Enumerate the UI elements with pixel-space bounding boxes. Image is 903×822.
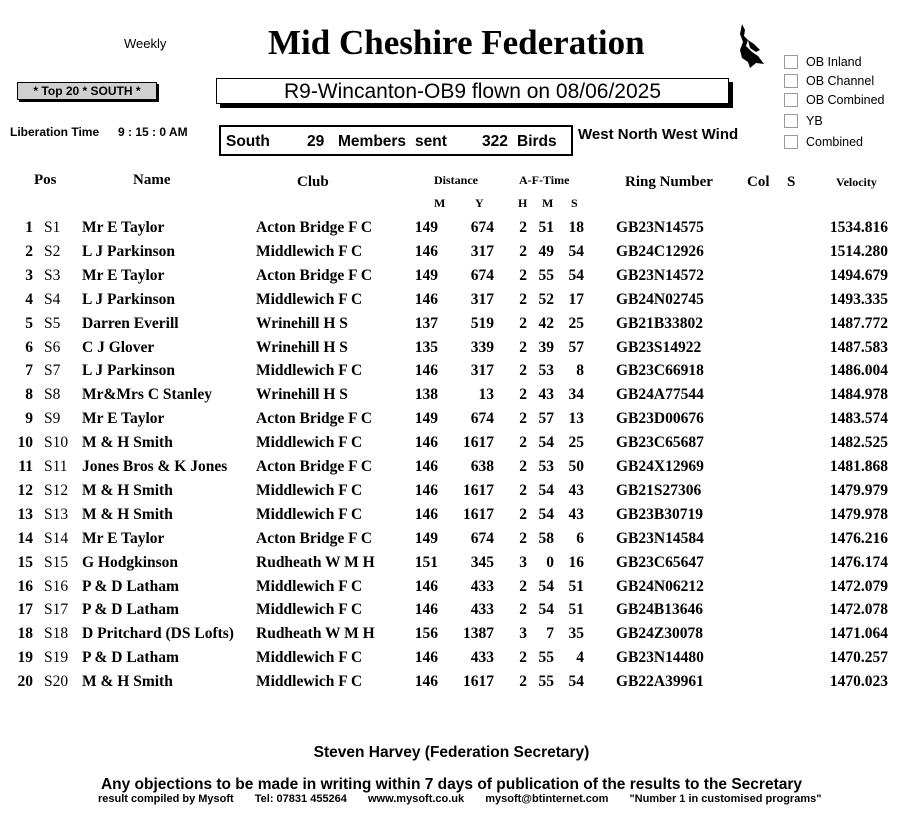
cell-club: Wrinehill H S — [256, 314, 348, 332]
cell-minutes: 53 — [538, 362, 554, 380]
cell-name: Mr E Taylor — [82, 266, 165, 284]
cell-yards: 345 — [470, 553, 494, 571]
cell-pos: 17 — [17, 601, 33, 619]
cell-pos: 4 — [25, 290, 33, 308]
cell-hours: 2 — [519, 219, 527, 236]
compiler-website: www.mysoft.co.uk — [367, 793, 465, 805]
cell-hours: 2 — [519, 362, 527, 380]
cell-hours: 2 — [519, 434, 527, 452]
table-row — [0, 506, 903, 530]
cell-pos: 14 — [17, 529, 33, 547]
liberation-label: Liberation Time — [10, 125, 100, 139]
cell-club: Wrinehill H S — [256, 338, 348, 356]
cell-yards: 433 — [470, 649, 494, 667]
checkbox-box[interactable] — [784, 135, 798, 149]
table-row — [0, 410, 903, 434]
checkbox-label: OB Combined — [806, 93, 885, 107]
cell-seconds: 35 — [568, 625, 584, 643]
table-row — [0, 219, 903, 243]
cell-pos: 15 — [17, 553, 33, 571]
cell-club: Middlewich F C — [256, 601, 363, 619]
compiler-email: mysoft@btinternet.com — [485, 793, 609, 805]
cell-miles: 146 — [414, 673, 438, 691]
table-row — [0, 434, 903, 458]
cell-pos: 3 — [25, 266, 33, 284]
cell-seconds: 54 — [568, 266, 584, 284]
cell-yards: 339 — [470, 338, 494, 356]
cell-seconds: 51 — [568, 577, 584, 595]
cell-minutes: 54 — [538, 481, 554, 499]
cell-pos: 18 — [17, 625, 33, 643]
cell-name: M & H Smith — [82, 505, 173, 523]
cell-club: Middlewich F C — [256, 505, 363, 523]
col-velocity: Velocity — [836, 175, 877, 189]
cell-yards: 638 — [470, 458, 494, 475]
cell-miles: 149 — [414, 410, 438, 428]
cell-section-pos: S20 — [44, 673, 69, 691]
cell-velocity: 1487.772 — [829, 314, 888, 332]
cell-ring-number: GB23C65647 — [616, 553, 704, 571]
cell-yards: 317 — [470, 362, 494, 380]
cell-minutes: 7 — [546, 625, 554, 643]
table-row — [0, 625, 903, 649]
cell-name: Mr&Mrs C Stanley — [82, 386, 212, 404]
cell-miles: 146 — [414, 290, 438, 308]
cell-yards: 317 — [470, 290, 494, 308]
cell-seconds: 50 — [568, 458, 584, 475]
members-label: Members — [338, 133, 407, 150]
cell-miles: 146 — [414, 362, 438, 380]
checkbox-ob-combined[interactable] — [784, 93, 885, 107]
cell-minutes: 49 — [538, 242, 554, 260]
cell-velocity: 1470.257 — [829, 649, 888, 667]
birds-label: Birds — [517, 133, 557, 150]
cell-seconds: 34 — [568, 386, 584, 404]
cell-minutes: 52 — [538, 290, 554, 308]
cell-ring-number: GB24A77544 — [616, 386, 704, 404]
cell-hours: 2 — [519, 649, 527, 667]
cell-seconds: 13 — [568, 410, 584, 428]
cell-ring-number: GB24B13646 — [616, 601, 703, 619]
cell-velocity: 1493.335 — [829, 290, 888, 308]
cell-club: Wrinehill H S — [256, 386, 348, 404]
cell-name: Mr E Taylor — [82, 529, 165, 547]
cell-pos: 10 — [17, 434, 33, 452]
cell-club: Rudheath W M H — [256, 625, 375, 643]
cell-velocity: 1470.023 — [829, 673, 888, 691]
cell-hours: 2 — [519, 338, 527, 356]
cell-name: Mr E Taylor — [82, 410, 165, 428]
sent-label: sent — [415, 133, 447, 150]
page-title: Mid Cheshire Federation — [268, 23, 645, 62]
cell-yards: 1387 — [463, 625, 494, 643]
cell-ring-number: GB23N14572 — [616, 266, 704, 284]
cell-miles: 149 — [414, 529, 438, 547]
checkbox-label: OB Channel — [806, 74, 875, 88]
cell-velocity: 1479.978 — [829, 505, 888, 523]
cell-pos: 16 — [17, 577, 33, 595]
cell-miles: 146 — [414, 577, 438, 595]
col-club: Club — [297, 174, 329, 190]
cell-minutes: 0 — [546, 553, 554, 571]
table-row — [0, 386, 903, 410]
cell-velocity: 1486.004 — [829, 362, 888, 380]
cell-club: Middlewich F C — [256, 481, 363, 499]
cell-name: M & H Smith — [82, 481, 173, 499]
cell-name: D Pritchard (DS Lofts) — [82, 625, 234, 643]
cell-club: Rudheath W M H — [256, 553, 375, 571]
cell-hours: 2 — [519, 601, 527, 619]
section-badge: * Top 20 * SOUTH * — [17, 82, 157, 100]
cell-pos: 8 — [25, 386, 33, 404]
cell-yards: 317 — [470, 242, 494, 260]
cell-minutes: 55 — [538, 673, 554, 691]
table-row — [0, 458, 903, 482]
col-time-minutes: M — [542, 196, 554, 210]
cell-minutes: 51 — [538, 219, 554, 236]
cell-ring-number: GB24N06212 — [616, 577, 704, 595]
cell-name: P & D Latham — [82, 601, 179, 619]
cell-minutes: 42 — [538, 314, 554, 332]
cell-name: M & H Smith — [82, 434, 173, 452]
cell-ring-number: GB24C12926 — [616, 242, 704, 260]
cell-yards: 674 — [470, 219, 494, 236]
cell-seconds: 8 — [576, 362, 584, 380]
cell-velocity: 1471.064 — [829, 625, 888, 643]
cell-yards: 1617 — [463, 481, 494, 499]
cell-section-pos: S6 — [44, 338, 61, 356]
cell-velocity: 1484.978 — [829, 386, 888, 404]
cell-miles: 137 — [414, 314, 438, 332]
cell-seconds: 4 — [576, 649, 584, 667]
cell-ring-number: GB21S27306 — [616, 481, 702, 499]
cell-name: Mr E Taylor — [82, 219, 165, 236]
col-distance: Distance — [434, 173, 478, 187]
cell-hours: 3 — [519, 625, 527, 643]
cell-hours: 2 — [519, 386, 527, 404]
checkbox-box[interactable] — [784, 114, 798, 128]
cell-minutes: 57 — [538, 410, 554, 428]
col-aftime: A-F-Time — [519, 173, 570, 187]
cell-club: Middlewich F C — [256, 649, 363, 667]
cell-miles: 149 — [414, 266, 438, 284]
cell-minutes: 53 — [538, 458, 554, 475]
cell-name: P & D Latham — [82, 649, 179, 667]
cell-section-pos: S16 — [44, 577, 69, 595]
cell-club: Acton Bridge F C — [256, 410, 373, 428]
cell-name: L J Parkinson — [82, 242, 176, 260]
cell-seconds: 54 — [568, 242, 584, 260]
cell-club: Middlewich F C — [256, 290, 363, 308]
secretary-signature: Steven Harvey (Federation Secretary) — [313, 744, 590, 761]
cell-section-pos: S11 — [44, 458, 68, 475]
cell-miles: 151 — [414, 553, 438, 571]
cell-hours: 2 — [519, 290, 527, 308]
cell-minutes: 55 — [538, 266, 554, 284]
cell-club: Acton Bridge F C — [256, 458, 373, 475]
cell-miles: 146 — [414, 242, 438, 260]
cell-name: M & H Smith — [82, 673, 173, 691]
cell-seconds: 51 — [568, 601, 584, 619]
cell-name: L J Parkinson — [82, 362, 176, 380]
cell-pos: 7 — [25, 362, 33, 380]
cell-ring-number: GB23N14575 — [616, 219, 704, 236]
checkbox-ob-channel[interactable] — [784, 74, 874, 88]
cell-minutes: 54 — [538, 434, 554, 452]
cell-ring-number: GB24X12969 — [616, 458, 704, 475]
cell-pos: 19 — [17, 649, 33, 667]
cell-club: Acton Bridge F C — [256, 529, 373, 547]
cell-hours: 2 — [519, 481, 527, 499]
cell-section-pos: S4 — [44, 290, 61, 308]
table-row — [0, 291, 903, 315]
cell-velocity: 1476.174 — [829, 553, 888, 571]
cell-velocity: 1476.216 — [829, 529, 888, 547]
cell-hours: 2 — [519, 410, 527, 428]
table-row — [0, 601, 903, 625]
cell-club: Middlewich F C — [256, 434, 363, 452]
cell-name: P & D Latham — [82, 577, 179, 595]
cell-section-pos: S8 — [44, 386, 61, 404]
cell-minutes: 55 — [538, 649, 554, 667]
col-s: S — [787, 174, 796, 190]
cell-ring-number: GB23B30719 — [616, 505, 703, 523]
cell-hours: 2 — [519, 577, 527, 595]
cell-minutes: 54 — [538, 601, 554, 619]
cell-ring-number: GB23C66918 — [616, 362, 704, 380]
cell-seconds: 6 — [576, 529, 584, 547]
table-row — [0, 530, 903, 554]
cell-name: C J Glover — [82, 338, 155, 356]
cell-hours: 2 — [519, 458, 527, 475]
cell-section-pos: S12 — [44, 481, 69, 499]
checkbox-box[interactable] — [784, 74, 798, 88]
cell-yards: 519 — [470, 314, 494, 332]
cell-hours: 2 — [519, 242, 527, 260]
cell-name: L J Parkinson — [82, 290, 176, 308]
table-row — [0, 482, 903, 506]
cell-miles: 146 — [414, 505, 438, 523]
birds-count: 322 — [482, 133, 508, 150]
cell-velocity: 1534.816 — [829, 219, 888, 236]
cell-seconds: 17 — [568, 290, 584, 308]
cell-ring-number: GB23C65687 — [616, 434, 704, 452]
cell-club: Middlewich F C — [256, 362, 363, 380]
cell-minutes: 39 — [538, 338, 554, 356]
cell-ring-number: GB23S14922 — [616, 338, 702, 356]
checkbox-label: YB — [806, 114, 823, 128]
cell-miles: 146 — [414, 601, 438, 619]
cell-velocity: 1472.078 — [829, 601, 888, 619]
compiled-by: result compiled by Mysoft — [98, 793, 234, 805]
cell-yards: 674 — [470, 529, 494, 547]
cell-seconds: 25 — [568, 314, 584, 332]
cell-pos: 1 — [25, 219, 33, 236]
cell-miles: 146 — [414, 434, 438, 452]
cell-seconds: 25 — [568, 434, 584, 452]
cell-club: Middlewich F C — [256, 673, 363, 691]
cell-minutes: 54 — [538, 577, 554, 595]
cell-hours: 2 — [519, 314, 527, 332]
cell-section-pos: S18 — [44, 625, 69, 643]
checkbox-label: Combined — [806, 135, 863, 149]
sent-section: South — [226, 133, 270, 150]
cell-minutes: 58 — [538, 529, 554, 547]
wind-direction: West North West Wind — [578, 126, 739, 143]
cell-ring-number: GB21B33802 — [616, 314, 703, 332]
cell-hours: 2 — [519, 673, 527, 691]
checkbox-combined[interactable] — [784, 135, 863, 149]
col-pos: Pos — [34, 172, 57, 188]
cell-velocity: 1479.979 — [829, 481, 888, 499]
cell-velocity: 1472.079 — [829, 577, 888, 595]
cell-ring-number: GB24N02745 — [616, 290, 704, 308]
cell-miles: 135 — [414, 338, 438, 356]
cell-miles: 156 — [414, 625, 438, 643]
cell-section-pos: S19 — [44, 649, 69, 667]
cell-pos: 2 — [25, 242, 33, 260]
cell-ring-number: GB23N14584 — [616, 529, 704, 547]
table-row — [0, 315, 903, 339]
col-name: Name — [133, 172, 171, 188]
cell-ring-number: GB23N14480 — [616, 649, 704, 667]
cell-velocity: 1487.583 — [829, 338, 888, 356]
cell-seconds: 18 — [568, 219, 584, 236]
cell-name: Darren Everill — [82, 314, 179, 332]
weekly-label: Weekly — [124, 36, 167, 51]
cell-pos: 13 — [17, 505, 33, 523]
table-row — [0, 267, 903, 291]
cell-velocity: 1514.280 — [829, 242, 888, 260]
cell-miles: 138 — [414, 386, 438, 404]
cell-section-pos: S9 — [44, 410, 61, 428]
cell-section-pos: S1 — [44, 219, 61, 236]
cell-ring-number: GB24Z30078 — [616, 625, 703, 643]
cell-section-pos: S15 — [44, 553, 69, 571]
cell-yards: 674 — [470, 410, 494, 428]
col-colour: Col — [747, 174, 770, 190]
cell-hours: 2 — [519, 505, 527, 523]
liberation-time: 9 : 15 : 0 AM — [118, 125, 188, 139]
cell-yards: 1617 — [463, 673, 494, 691]
cell-section-pos: S2 — [44, 242, 61, 260]
col-time-seconds: S — [571, 196, 578, 210]
cell-hours: 3 — [519, 553, 527, 571]
cell-miles: 149 — [414, 219, 438, 236]
col-distance-yards: Y — [475, 196, 484, 210]
cell-minutes: 43 — [538, 386, 554, 404]
table-row — [0, 339, 903, 363]
table-row — [0, 362, 903, 386]
cell-club: Acton Bridge F C — [256, 266, 373, 284]
cell-seconds: 54 — [568, 673, 584, 691]
cell-pos: 20 — [17, 673, 33, 691]
checkbox-yb[interactable] — [784, 114, 823, 128]
cell-pos: 6 — [25, 338, 33, 356]
compiler-phone: Tel: 07831 455264 — [254, 793, 347, 805]
objections-notice: Any objections to be made in writing within 7 days of publication of the results to the Secretary — [100, 776, 803, 793]
cell-section-pos: S3 — [44, 266, 61, 284]
members-count: 29 — [307, 133, 325, 150]
compiler-credits — [98, 793, 839, 805]
cell-section-pos: S17 — [44, 601, 69, 619]
cell-hours: 2 — [519, 529, 527, 547]
checkbox-ob-inland[interactable] — [784, 55, 862, 69]
cell-velocity: 1481.868 — [829, 458, 888, 475]
col-ring-number: Ring Number — [625, 174, 713, 190]
cell-section-pos: S7 — [44, 362, 61, 380]
cell-yards: 433 — [470, 601, 494, 619]
cell-velocity: 1483.574 — [829, 410, 888, 428]
race-title: R9-Wincanton-OB9 flown on 08/06/2025 — [216, 78, 729, 104]
cell-club: Middlewich F C — [256, 242, 363, 260]
cell-seconds: 57 — [568, 338, 584, 356]
compiler-slogan: "Number 1 in customised programs" — [629, 793, 822, 805]
cell-name: Jones Bros & K Jones — [82, 458, 228, 475]
cell-hours: 2 — [519, 266, 527, 284]
cell-club: Middlewich F C — [256, 577, 363, 595]
cell-pos: 11 — [18, 458, 33, 475]
checkbox-box[interactable] — [784, 55, 798, 69]
checkbox-label: OB Inland — [806, 55, 862, 69]
cell-yards: 1617 — [463, 505, 494, 523]
col-distance-miles: M — [434, 196, 446, 210]
cell-name: G Hodgkinson — [82, 553, 179, 571]
birds-sent-summary — [219, 125, 573, 156]
cell-club: Acton Bridge F C — [256, 219, 373, 236]
cell-miles: 146 — [414, 458, 438, 475]
cell-minutes: 54 — [538, 505, 554, 523]
cell-section-pos: S10 — [44, 434, 69, 452]
cell-velocity: 1494.679 — [829, 266, 888, 284]
table-row — [0, 673, 903, 697]
col-time-hours: H — [518, 196, 528, 210]
cell-yards: 674 — [470, 266, 494, 284]
cell-pos: 12 — [17, 481, 33, 499]
cell-section-pos: S5 — [44, 314, 61, 332]
checkbox-box[interactable] — [784, 93, 798, 107]
cell-pos: 9 — [25, 410, 33, 428]
cell-yards: 1617 — [463, 434, 494, 452]
cell-section-pos: S14 — [44, 529, 69, 547]
cell-section-pos: S13 — [44, 505, 69, 523]
cell-ring-number: GB23D00676 — [616, 410, 704, 428]
pigeon-logo-icon — [736, 22, 766, 70]
cell-seconds: 16 — [568, 553, 584, 571]
table-row — [0, 578, 903, 602]
cell-pos: 5 — [25, 314, 33, 332]
cell-ring-number: GB22A39961 — [616, 673, 704, 691]
cell-miles: 146 — [414, 649, 438, 667]
cell-velocity: 1482.525 — [829, 434, 888, 452]
cell-yards: 13 — [478, 386, 494, 404]
cell-miles: 146 — [414, 481, 438, 499]
cell-seconds: 43 — [568, 505, 584, 523]
table-row — [0, 649, 903, 673]
table-row — [0, 243, 903, 267]
table-row — [0, 554, 903, 578]
cell-yards: 433 — [470, 577, 494, 595]
cell-seconds: 43 — [568, 481, 584, 499]
